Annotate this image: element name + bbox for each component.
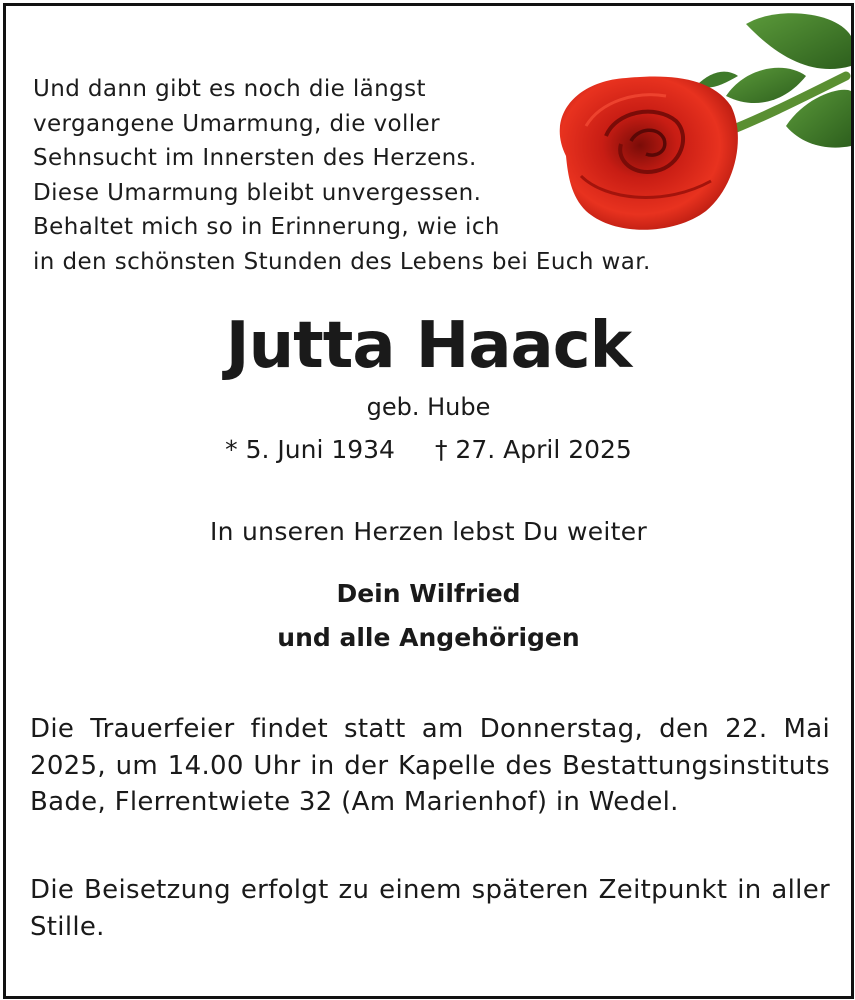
burial-notice: Die Beisetzung erfolgt zu einem späteren Zeitpunkt in aller Stille.	[30, 875, 830, 942]
poem-line: Diese Umarmung bleibt unvergessen.	[33, 179, 482, 206]
funeral-notice: Die Trauerfeier findet statt am Donnerstag, den 22. Mai 2025, um 14.00 Uhr in der Kapelle des Bestattungsinstituts Bade, Flerrentwiete 32 (Am Marienhof) in Wedel.	[30, 714, 830, 817]
poem-line: Sehnsucht im Innersten des Herzens.	[33, 145, 477, 171]
mourners-block	[6, 572, 851, 660]
poem-line: Behaltet mich so in Erinnerung, wie ich	[33, 214, 500, 240]
mourner-line: Dein Wilfried	[336, 579, 521, 608]
obituary-frame	[3, 3, 854, 999]
motto-text: In unseren Herzen lebst Du weiter	[209, 517, 648, 546]
poem-text	[33, 72, 753, 279]
death-date: † 27. April 2025	[434, 435, 632, 464]
poem-line: Und dann gibt es noch die längst	[33, 76, 426, 102]
poem-line: vergangene Umarmung, die voller	[33, 110, 440, 137]
life-dates	[6, 434, 851, 466]
mourner-line: und alle Angehörigen	[277, 623, 580, 652]
birth-name: geb. Hube	[366, 393, 491, 421]
poem-line: in den schönsten Stunden des Lebens bei Euch war.	[33, 248, 651, 275]
deceased-name: Jutta Haack	[225, 309, 632, 383]
birth-date: * 5. Juni 1934	[225, 435, 395, 464]
